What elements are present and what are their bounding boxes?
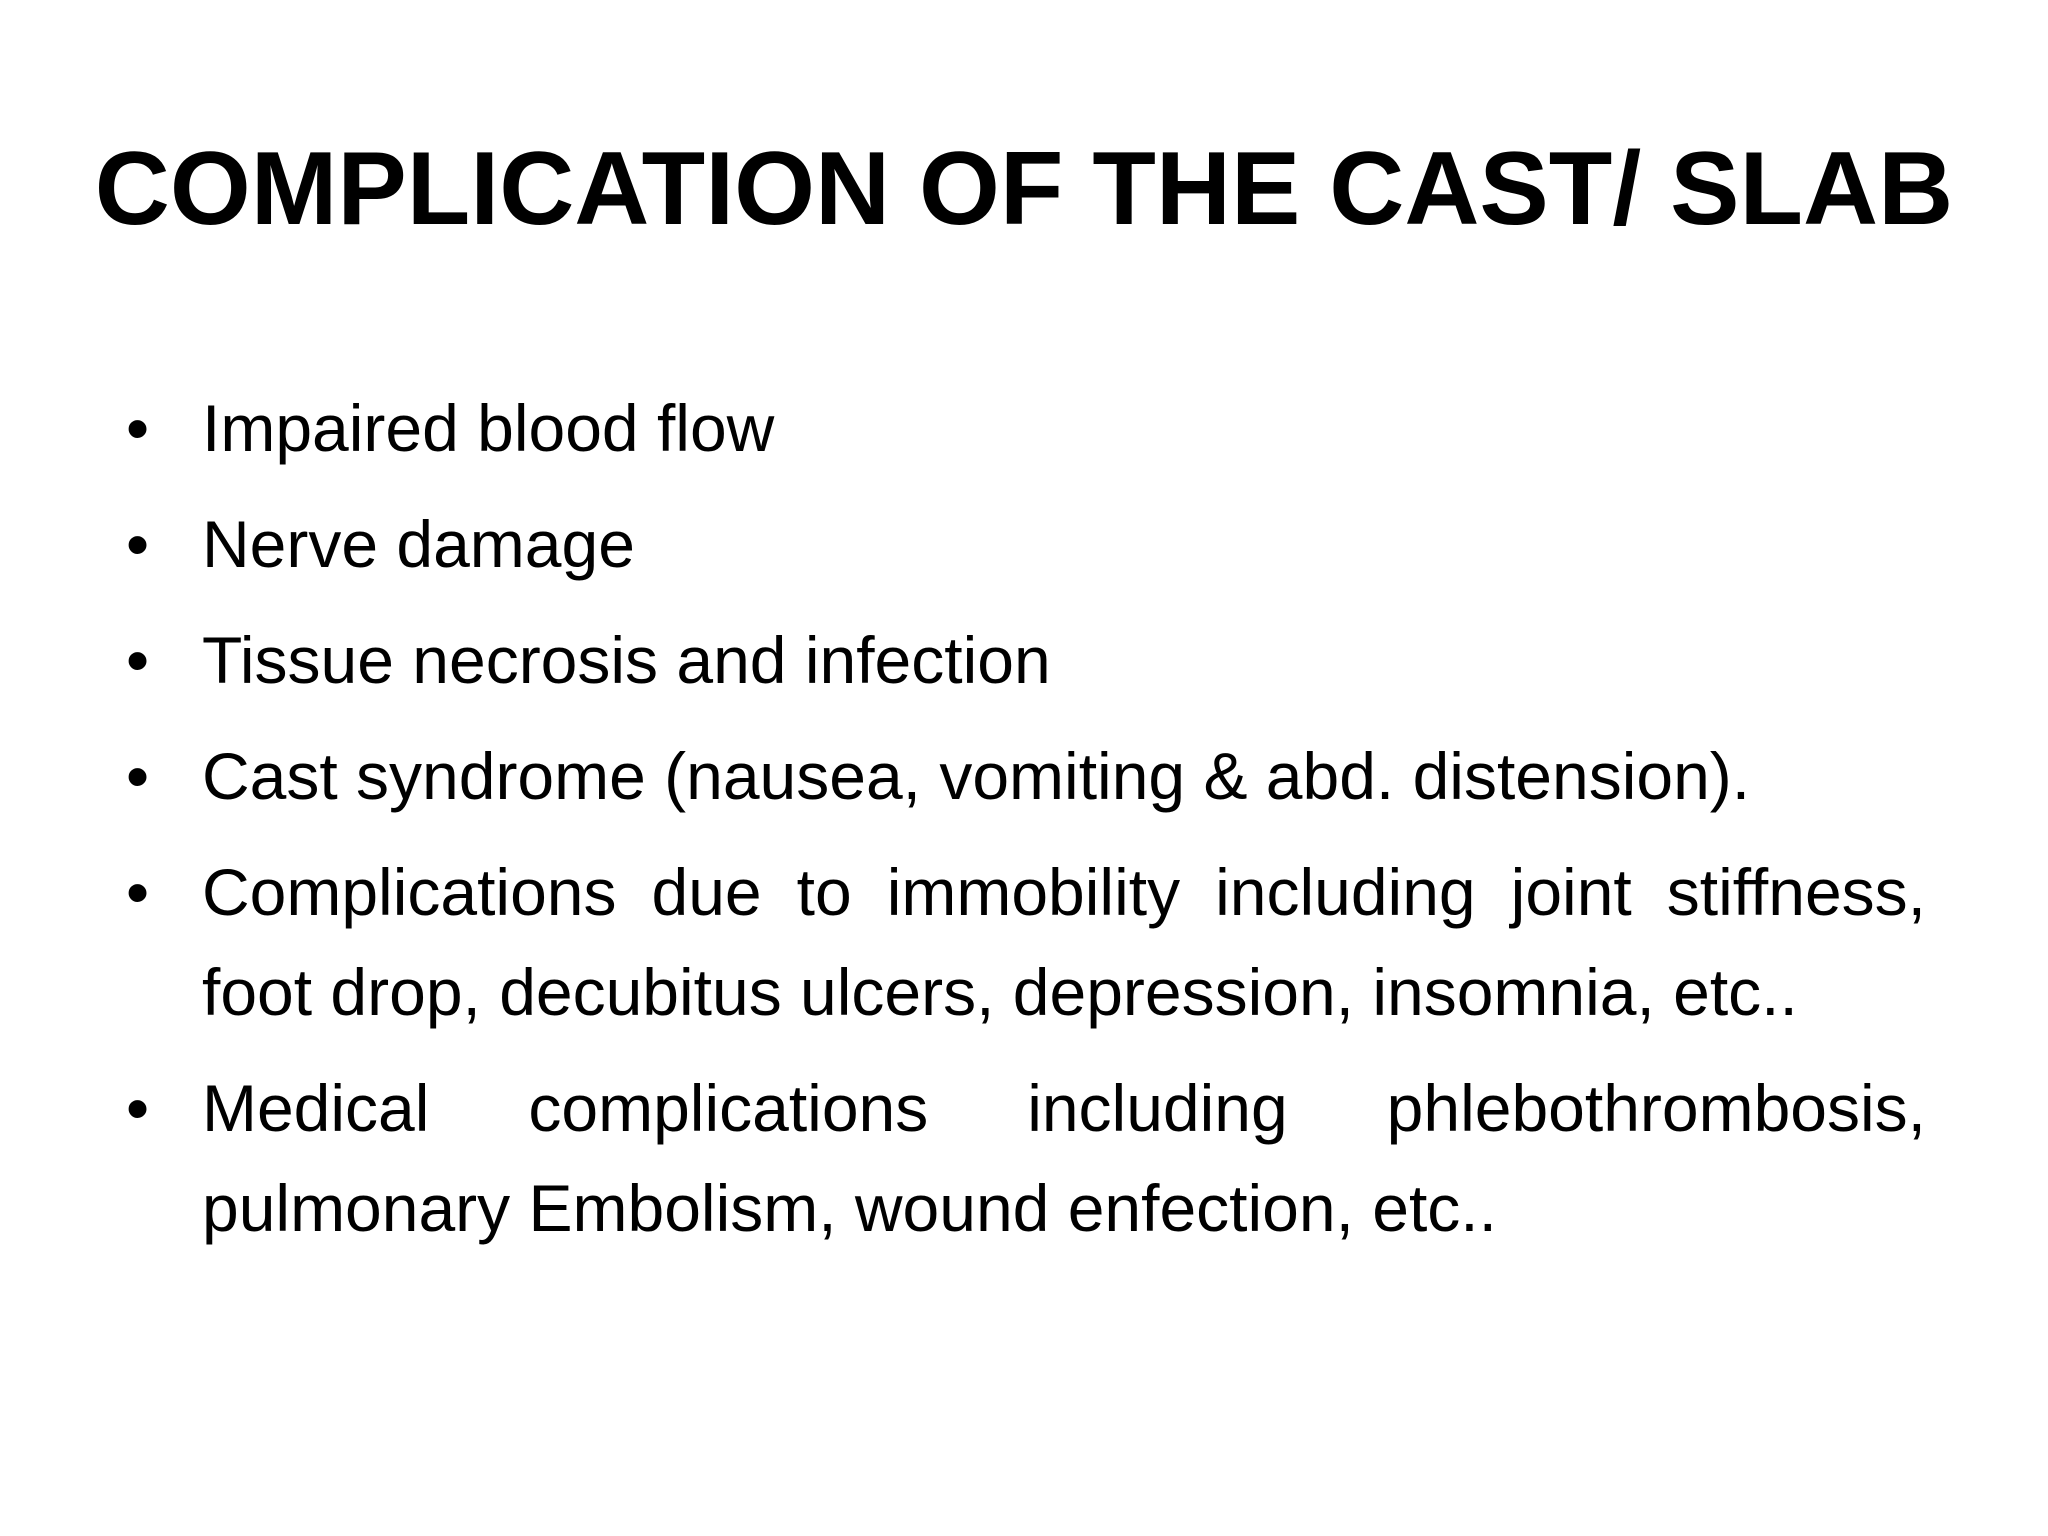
bullet-text: Tissue necrosis and infection xyxy=(202,623,1051,697)
bullet-item xyxy=(126,610,1926,710)
bullet-icon: • xyxy=(126,507,150,581)
bullet-icon: • xyxy=(126,1071,150,1145)
bullet-text: Cast syndrome (nausea, vomiting & abd. distension). xyxy=(202,739,1751,813)
bullet-text: Impaired blood flow xyxy=(202,391,775,465)
bullet-icon: • xyxy=(126,623,150,697)
bullet-icon: • xyxy=(126,855,150,929)
bullet-item xyxy=(126,842,1926,1042)
bullet-item xyxy=(126,1058,1926,1258)
bullet-icon: • xyxy=(126,739,150,813)
bullet-text: Medical complications including phlebothrombosis, pulmonary Embolism, wound enfection, etc.. xyxy=(202,1071,1926,1245)
bullet-item xyxy=(126,494,1926,594)
bullet-item xyxy=(126,378,1926,478)
bullet-text: Complications due to immobility including joint stiffness, foot drop, decubitus ulcers, depression, insomnia, etc.. xyxy=(202,855,1926,1029)
bullet-list xyxy=(126,378,1926,1274)
slide-title: COMPLICATION OF THE CAST/ SLAB xyxy=(94,131,1954,247)
bullet-icon: • xyxy=(126,391,150,465)
bullet-text: Nerve damage xyxy=(202,507,635,581)
bullet-item xyxy=(126,726,1926,826)
